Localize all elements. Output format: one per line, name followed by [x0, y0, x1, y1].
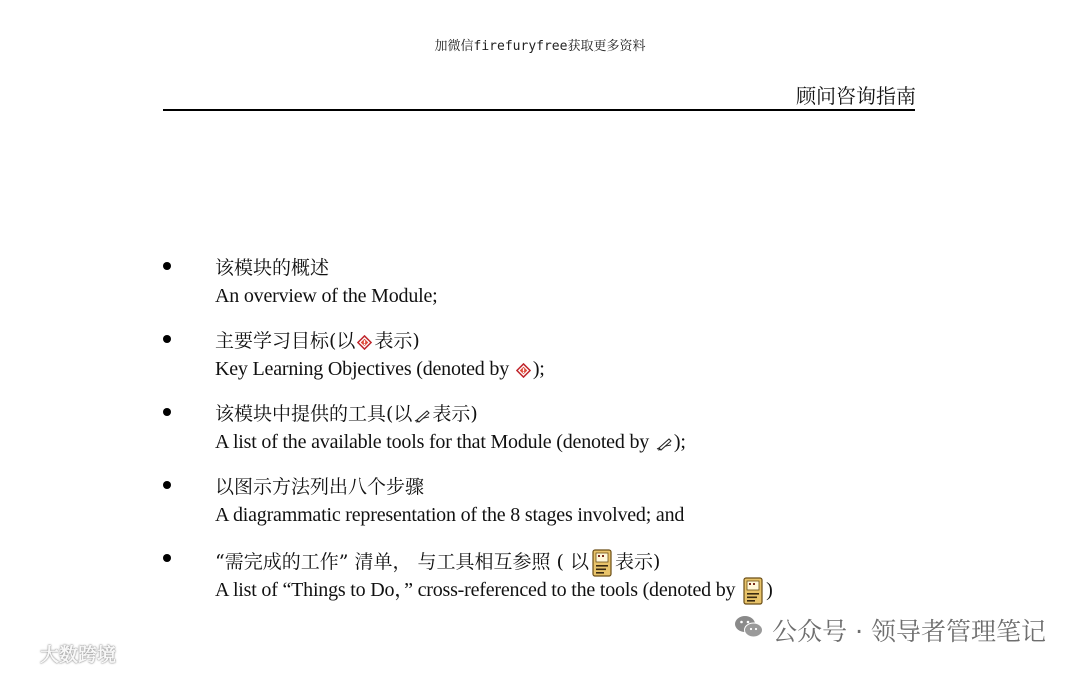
item-cn-after: 表示)	[615, 551, 661, 573]
item-en-after: );	[673, 431, 686, 453]
bullet	[163, 262, 171, 270]
list-item	[163, 258, 923, 331]
speech-bubble-icon	[10, 642, 36, 665]
wechat-icon	[734, 614, 764, 646]
watermark-left	[10, 640, 116, 667]
item-cn-after: 表示)	[432, 403, 478, 425]
item-en-before: Key Learning Objectives (denoted by	[215, 358, 514, 380]
list-item	[163, 477, 923, 550]
item-cn-text	[215, 329, 420, 356]
watermark-right	[734, 612, 1046, 648]
item-en-before: A list of “Things to Do，” cross-referenced to the tools (denoted by	[215, 579, 741, 601]
bullet	[163, 554, 171, 562]
item-en-text: An overview of the Module;	[215, 285, 438, 307]
item-en-text	[215, 576, 773, 612]
checklist-document-icon	[742, 576, 764, 612]
bullet	[163, 408, 171, 416]
watermark-left-text: 大数跨境	[40, 644, 117, 666]
item-cn-before: “需完成的工作” 清单， 与工具相互参照 ( 以	[215, 551, 589, 573]
item-cn-before: 该模块中提供的工具(以	[215, 403, 413, 425]
item-cn-text	[215, 402, 478, 429]
bullet	[163, 481, 171, 489]
item-en-before: A list of the available tools for that Module (denoted by	[215, 431, 654, 453]
document-title: 顾问咨询指南	[796, 84, 916, 108]
bullet-list	[163, 258, 923, 623]
item-cn-before: 主要学习目标(以	[215, 330, 356, 352]
header-rule	[163, 109, 915, 111]
item-en-text	[215, 357, 545, 384]
list-item	[163, 404, 923, 477]
item-en-after: )	[766, 579, 773, 601]
watermark-right-text: 公众号 · 领导者管理笔记	[772, 617, 1046, 646]
item-cn-text: 以图示方法列出八个步骤	[215, 476, 425, 498]
diamond-warning-icon	[357, 332, 372, 356]
item-cn-after: 表示)	[374, 330, 420, 352]
item-en-text: A diagrammatic representation of the 8 stages involved; and	[215, 504, 685, 526]
item-en-text	[215, 430, 686, 457]
pencil-writing-icon	[414, 405, 430, 429]
item-cn-text: 该模块的概述	[215, 257, 330, 279]
top-note: 加微信firefuryfree获取更多资料	[434, 39, 646, 54]
bullet	[163, 335, 171, 343]
diamond-warning-icon	[516, 360, 531, 384]
item-en-after: );	[532, 358, 545, 380]
pencil-writing-icon	[656, 433, 672, 457]
list-item	[163, 331, 923, 404]
